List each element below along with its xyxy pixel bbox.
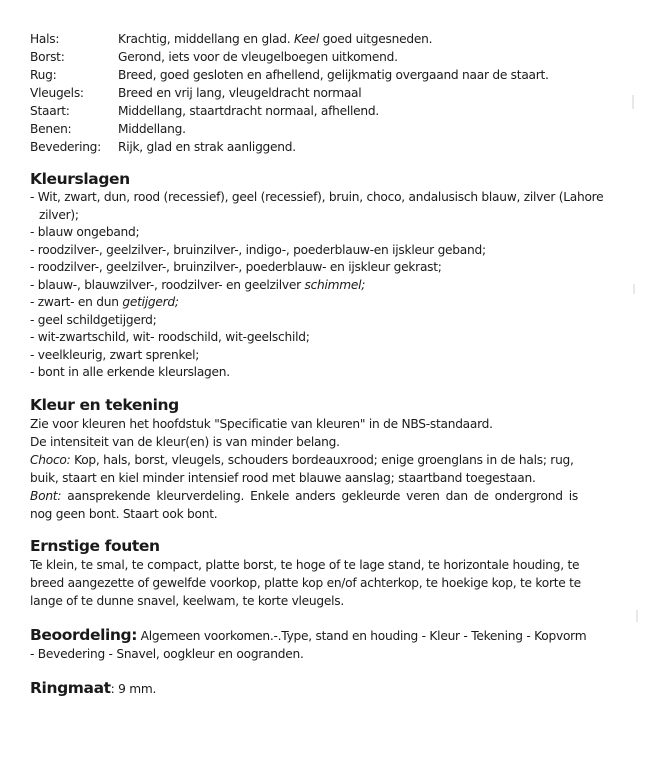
list-item-text: - roodzilver-, geelzilver-, bruinzilver-, poederblauw- en ijskleur gekrast; [30,260,442,274]
property-value: Middellang. [118,122,186,136]
property-italic-text: Keel [294,32,319,46]
list-item [30,364,630,382]
list-item [30,312,630,330]
properties-list [30,30,630,156]
list-item [30,242,630,260]
list-item [30,277,630,295]
ringmaat-text: : 9 mm. [110,681,157,696]
property-row-vleugels [30,84,630,102]
scan-artifact [633,284,635,294]
property-value: Breed, goed gesloten en afhellend, gelijkmatig overgaand naar de staart. [118,68,549,82]
beoordeling-label: Beoordeling: [30,625,138,644]
section-beoordeling [30,626,630,663]
scan-artifact [632,95,634,109]
property-row-rug [30,66,630,84]
choco-label: Choco: [30,452,71,467]
property-value [118,30,630,48]
paragraph [30,626,630,663]
property-label: Rug: [30,68,57,82]
paragraph: De intensiteit van de kleur(en) is van minder belang. [30,434,340,449]
property-row-borst [30,48,630,66]
property-text: Krachtig, middellang en glad. [118,32,295,46]
list-item-text: - geel schildgetijgerd; [30,312,157,327]
bont-paragraph [30,487,630,523]
list-item-text: - wit-zwartschild, wit- roodschild, wit-geelschild; [30,330,310,344]
list-item-text: - zwart- en dun [30,295,123,309]
list-item [30,329,630,347]
property-value: Gerond, iets voor de vleugelboegen uitkomend. [118,50,398,64]
list-item-text: - bont in alle erkende kleurslagen. [30,365,230,379]
paragraph [30,679,630,698]
list-item [30,189,630,224]
property-label: Staart: [30,104,70,118]
list-item-text: - blauw ongeband; [30,225,140,239]
property-row-hals [30,30,630,48]
list-item-text: - blauw-, blauwzilver-, roodzilver- en geelzilver [30,277,305,292]
property-label: Hals: [30,32,60,46]
property-row-bevedering [30,138,630,156]
property-value: Middellang, staartdracht normaal, afhellend. [118,104,379,118]
paragraph: Te klein, te smal, te compact, platte borst, te hoge of te lage stand, te horizontale houding, te breed aangezette of gewelfde voorkop, platte kop en/of achterkop, te hoekige kop, te korte te lange of te dunne snavel, keelwam, te korte vleugels. [30,557,581,608]
bont-label: Bont: [30,488,62,503]
property-label: Benen: [30,122,72,136]
choco-text: Kop, hals, borst, vleugels, schouders bordeauxrood; enige groenglans in de hals; rug, buik, staart en kiel minder intensief rood met blauwe aanslag; staartband toegestaan. [30,452,574,485]
section-ernstige-fouten [30,537,630,610]
section-kleurslagen [30,170,630,382]
list-item [30,347,630,365]
beoordeling-text: Algemeen voorkomen.-.Type, stand en houding - Kleur - Tekening - Kopvorm - Bevedering - Snavel, oogkleur en oogranden. [30,628,587,661]
document-page [30,30,630,698]
scan-artifact [636,610,638,622]
property-value: Breed en vrij lang, vleugeldracht normaal [118,86,362,100]
list-item [30,259,630,277]
color-variety-list [30,189,630,382]
section-ringmaat [30,679,630,698]
section-heading: Kleur en tekening [30,395,179,414]
list-item-text: - roodzilver-, geelzilver-, bruinzilver-, indigo-, poederblauw-en ijskleur geband; [30,242,486,257]
list-item-italic-text: schimmel; [304,277,366,292]
property-label: Bevedering: [30,140,102,154]
list-item [30,294,630,312]
list-item-italic-text: getijgerd; [122,295,179,309]
list-item-text: - veelkleurig, zwart sprenkel; [30,347,200,362]
section-heading: Ernstige fouten [30,536,160,555]
paragraph: Zie voor kleuren het hoofdstuk "Specificatie van kleuren" in de NBS-standaard. [30,416,493,431]
bont-text: aansprekende kleurverdeling. Enkele anders gekleurde veren dan de ondergrond is nog geen bont. Staart ook bont. [30,488,578,521]
section-kleur-en-tekening [30,396,630,523]
ringmaat-label: Ringmaat [30,678,111,697]
property-label: Vleugels: [30,86,84,100]
property-value: Rijk, glad en strak aanliggend. [118,140,296,154]
choco-paragraph [30,451,630,487]
property-row-benen [30,120,630,138]
property-row-staart [30,102,630,120]
list-item-text: - Wit, zwart, dun, rood (recessief), geel (recessief), bruin, choco, andalusisch blauw, zilver (Lahore zilver); [30,190,604,222]
property-label: Borst: [30,50,65,64]
section-heading: Kleurslagen [30,170,130,188]
list-item [30,224,630,242]
property-text: goed uitgesneden. [318,32,433,46]
